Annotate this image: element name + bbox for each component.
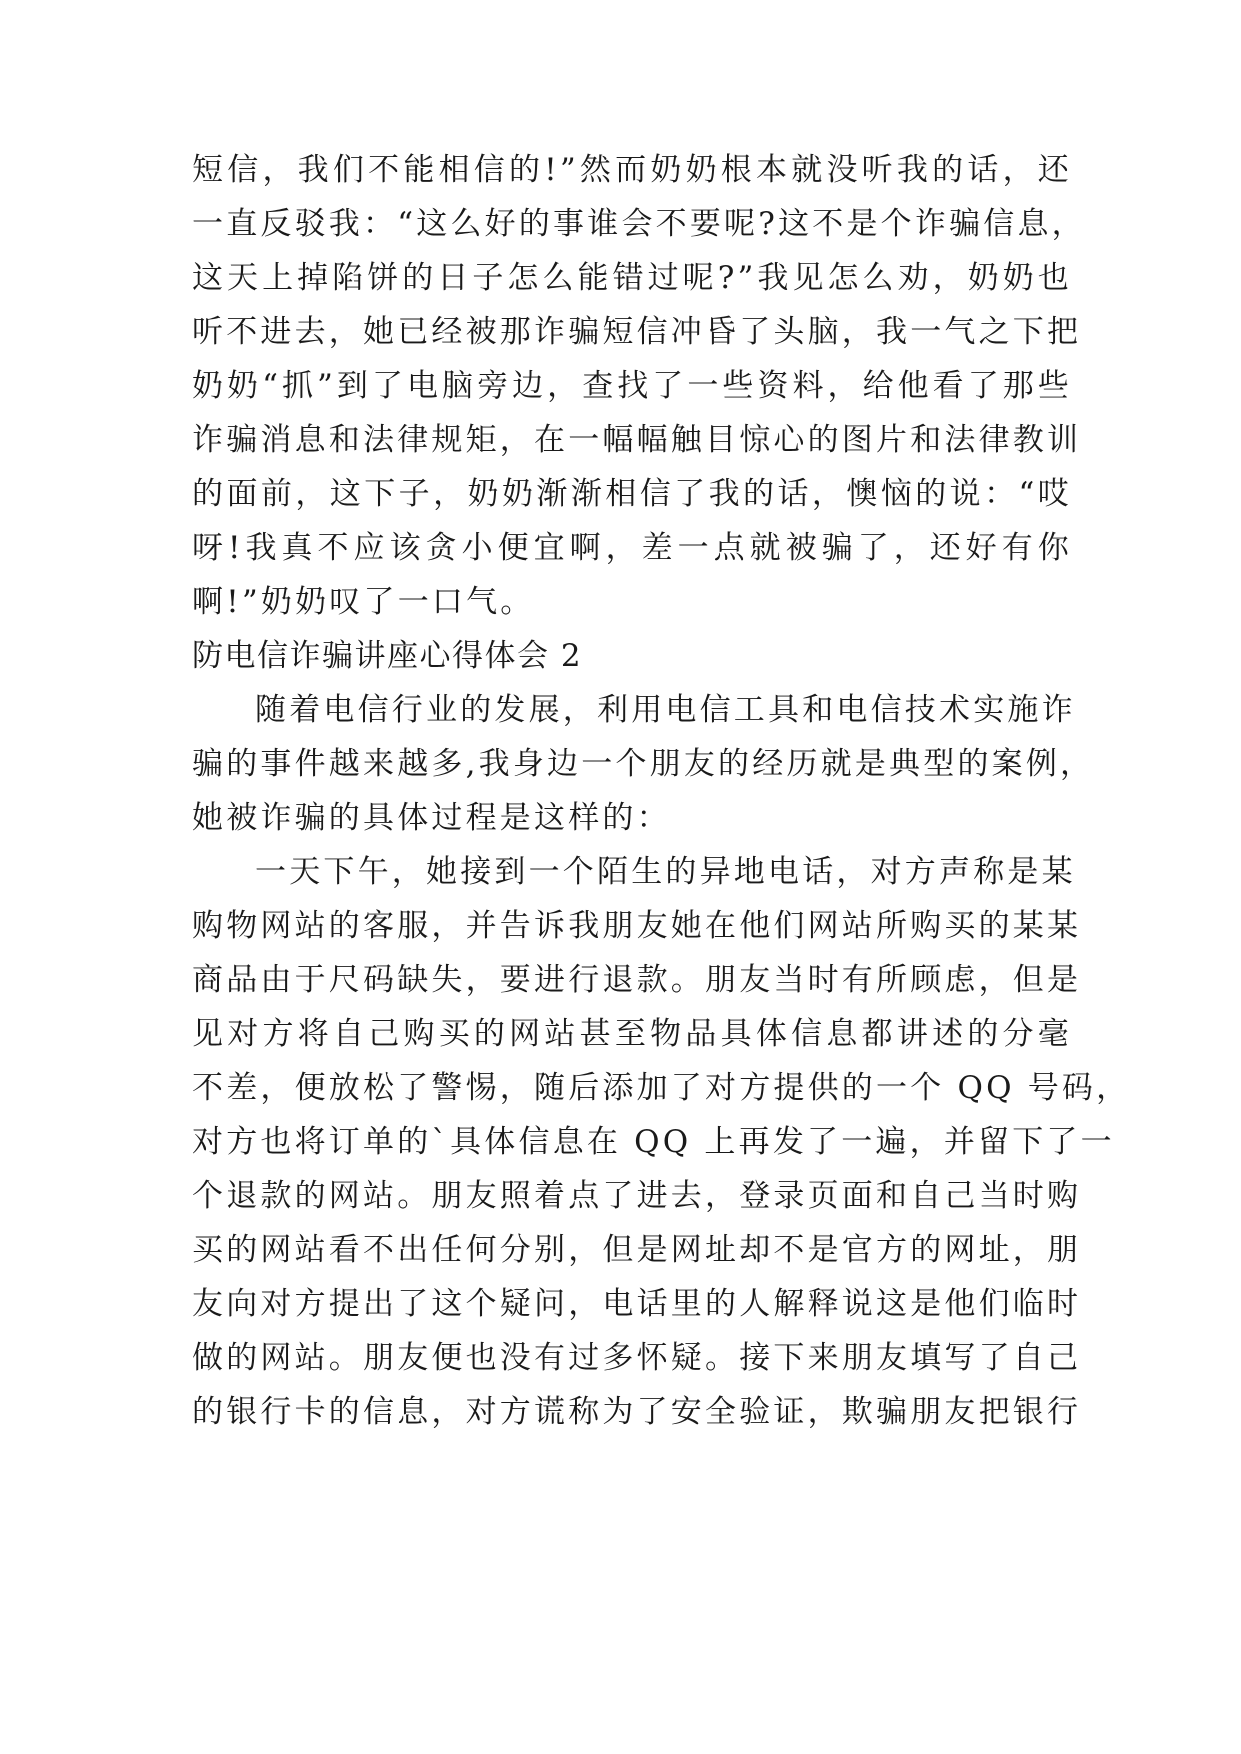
paragraph-line: 她被诈骗的具体过程是这样的： (192, 800, 671, 836)
paragraph-line: 呀!我真不应该贪小便宜啊，差一点就被骗了，还好有你 (192, 530, 1072, 566)
paragraph-line: 购物网站的客服，并告诉我朋友她在他们网站所购买的某某 (192, 908, 1082, 944)
paragraph-line: 的银行卡的信息，对方谎称为了安全验证，欺骗朋友把银行 (192, 1394, 1082, 1430)
paragraph-line: 短信，我们不能相信的!”然而奶奶根本就没听我的话，还 (192, 152, 1072, 188)
paragraph-line: 诈骗消息和法律规矩，在一幅幅触目惊心的图片和法律教训 (192, 422, 1082, 458)
paragraph-line: 啊!”奶奶叹了一口气。 (192, 584, 535, 620)
paragraph-line: 一直反驳我：“这么好的事谁会不要呢?这不是个诈骗信息， (192, 206, 1086, 242)
paragraph-line: 商品由于尺码缺失，要进行退款。朋友当时有所顾虑，但是 (192, 962, 1082, 998)
section-heading: 防电信诈骗讲座心得体会 2 (192, 638, 583, 674)
paragraph-line: 对方也将订单的`具体信息在 QQ 上再发了一遍，并留下了一 (192, 1124, 1115, 1160)
paragraph-line: 个退款的网站。朋友照着点了进去，登录页面和自己当时购 (192, 1178, 1082, 1214)
paragraph-line: 买的网站看不出任何分别，但是网址却不是官方的网址，朋 (192, 1232, 1082, 1268)
paragraph-line: 听不进去，她已经被那诈骗短信冲昏了头脑，我一气之下把 (192, 314, 1082, 350)
paragraph-line: 不差，便放松了警惕，随后添加了对方提供的一个 QQ 号码， (192, 1070, 1131, 1106)
paragraph-line: 的面前，这下子，奶奶渐渐相信了我的话，懊恼的说：“哎 (192, 476, 1072, 512)
paragraph-line: 见对方将自己购买的网站甚至物品具体信息都讲述的分毫 (192, 1016, 1072, 1052)
paragraph-line: 这天上掉陷饼的日子怎么能错过呢?”我见怎么劝，奶奶也 (192, 260, 1072, 296)
paragraph-line: 做的网站。朋友便也没有过多怀疑。接下来朋友填写了自己 (192, 1340, 1082, 1376)
paragraph-line: 奶奶“抓”到了电脑旁边，查找了一些资料，给他看了那些 (192, 368, 1072, 404)
paragraph-line: 骗的事件越来越多,我身边一个朋友的经历就是典型的案例， (192, 746, 1095, 782)
paragraph-line: 一天下午，她接到一个陌生的异地电话，对方声称是某 (255, 854, 1076, 890)
paragraph-line: 友向对方提出了这个疑问，电话里的人解释说这是他们临时 (192, 1286, 1082, 1322)
paragraph-line: 随着电信行业的发展，利用电信工具和电信技术实施诈 (255, 692, 1076, 728)
